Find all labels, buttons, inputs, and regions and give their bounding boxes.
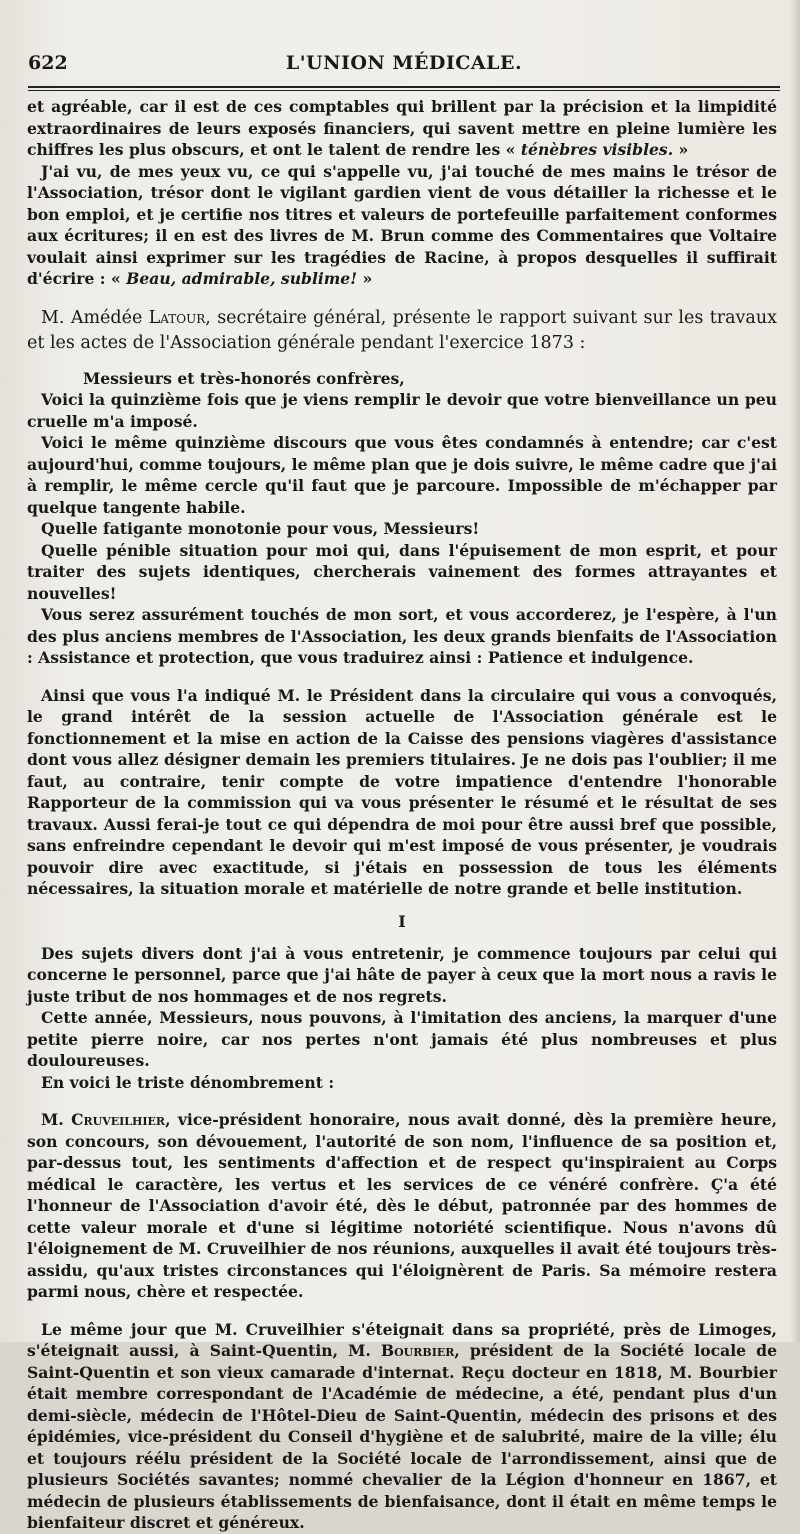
section-number: I [398,911,406,931]
text-run: M. Amédée [41,307,149,328]
text-run: » [673,140,689,159]
person-name: Bourbier [380,1341,455,1360]
paragraph: Cette année, Messieurs, nous pouvons, à l'imitation des anciens, la marquer d'une petite pierre noire, car nos pertes n'ont jamais été plus nombreuses et plus douloureuses. [27,1008,777,1070]
paragraph: Quelle pénible situation pour moi qui, dans l'épuisement de mon esprit, et pour traiter des sujets identiques, chercherais vainement des formes attrayantes et nouvelles! [27,540,777,603]
paragraph [27,1109,777,1303]
paragraph: En voici le triste dénombrement : [41,1072,335,1092]
paragraph: Voici la quinzième fois que je viens remplir le devoir que votre bienveillance un peu cruelle m'a imposé. [27,390,777,431]
salutation: Messieurs et très-honorés confrères, [83,368,405,388]
text-run: , président de la Société locale de Saint-Quentin et son vieux camarade d'internat. Reçu docteur en 1818, M. Bourbier était membre correspondant de l'Académie de médecine, a été, pendant plus d'un demi-siècle, médecin de l'Hôtel-Dieu de Saint-Quentin, médecin des prisons et des épidémies, vice-président du Conseil d'hygiène et de salubrité, maire de la ville; élu et toujours réélu président de la Société locale de l'arrondissement, ainsi que de plusieurs Sociétés savantes; nommé chevalier de la Légion d'honneur en 1867, et médecin de plusieurs établissements de bienfaisance, dont il était en même temps le bienfaiteur discret et généreux. [27,1341,777,1532]
paragraph: Quelle fatigante monotonie pour vous, Messieurs! [41,519,480,538]
paragraph: Ainsi que vous l'a indiqué M. le Président dans la circulaire qui vous a convoqués, le grand intérêt de la session actuelle de l'Association générale est le fonctionnement et la mise en action de la Caisse des pensions viagères d'assistance dont vous allez désigner demain les premiers titulaires. Je ne dois pas l'oublier; il me faut, au contraire, tenir compte de votre impatience d'entendre l'honorable Rapporteur de la commission qui va vous présenter le résumé et le résultat de ses travaux. Aussi ferai-je tout ce qui dépendra de moi pour être aussi bref que possible, sans enfreindre cependant le devoir qui m'est imposé de vous présenter, je voudrais pouvoir dire avec exactitude, si j'étais en possession de tous les éléments nécessaires, la situation morale et matérielle de notre grande et belle institution. [27,685,777,898]
running-title: L'UNION MÉDICALE. [285,52,523,74]
text-run: J'ai vu, de mes yeux vu, ce qui s'appelle vu, j'ai touché de mes mains le trésor de l'Association, trésor dont le vigilant gardien vient de vous détailler la richesse et le bon emploi, et je certifie nos titres et valeurs de portefeuille parfaitement conformes aux écritures; il en est des livres de M. Brun comme des Commentaires que Voltaire voulait ainsi exprimer sur les tragédies de Racine, à propos desquelles il suffirait d'écrire : « [27,161,777,288]
text-run: M. [41,1110,72,1129]
text-run: » [357,269,373,288]
paragraph: Voici le même quinzième discours que vous êtes condamnés à entendre; car c'est aujourd'hui, comme toujours, le même plan que je dois suivre, le même cadre que j'ai à remplir, le même cercle qu'il faut que je parcoure. Impossible de m'échapper par quelque tangente habile. [27,433,777,517]
italic-quote: Beau, admirable, sublime! [126,269,358,288]
text-run: , secrétaire général, présente le rapport suivant sur les travaux et les actes de l'Association générale pendant l'exercice 1873 : [27,307,777,353]
person-name: Cruveilhier [71,1110,166,1129]
paragraph [27,1319,777,1534]
paragraph: Vous serez assurément touchés de mon sort, et vous accorderez, je l'espère, à l'un des plus anciens membres de l'Association, les deux grands bienfaits de l'Association : Assistance et protection, que vous traduirez ainsi : Patience et indulgence. [27,605,777,667]
text-run: Le même jour que M. Cruveilhier s'éteignait dans sa propriété, près de Limoges, s'éteignait aussi, à Saint-Quentin, M. [27,1319,777,1360]
page-number: 622 [28,52,68,74]
author-name: Latour [148,307,206,328]
report-intro [27,306,777,356]
paragraph [27,161,777,290]
paragraph [27,96,777,161]
page-header [28,52,780,82]
page-edge-shadow [790,0,800,1342]
italic-quote: ténèbres visibles. [520,140,674,159]
header-rule [28,86,780,91]
paragraph: Des sujets divers dont j'ai à vous entretenir, je commence toujours par celui qui concerne le personnel, parce que j'ai hâte de payer à ceux que la mort nous a ravis le juste tribut de nos hommages et de nos regrets. [27,943,777,1006]
body-text [27,96,777,1534]
text-run: et agréable, car il est de ces comptables qui brillent par la précision et la limpidité extraordinaires de leurs exposés financiers, qui savent mettre en pleine lumière les chiffres les plus obscurs, et ont le talent de rendre les « [27,97,777,159]
text-run: , vice-président honoraire, nous avait donné, dès la première heure, son concours, son dévouement, l'autorité de son nom, l'influence de sa position et, par-dessus tout, les sentiments d'affection et de respect qu'inspiraient au Corps médical le caractère, les vertus et les services de ce vénéré confrère. Ç'a été l'honneur de l'Association d'avoir été, dès le début, patronnée par des hommes de cette valeur morale et d'une si légitime notoriété scientifique. Nous n'avons dû l'éloignement de M. Cruveilhier de nos réunions, auxquelles il avait été toujours très-assidu, qu'aux tristes circonstances qui l'éloignèrent de Paris. Sa mémoire restera parmi nous, chère et respectée. [27,1110,777,1301]
